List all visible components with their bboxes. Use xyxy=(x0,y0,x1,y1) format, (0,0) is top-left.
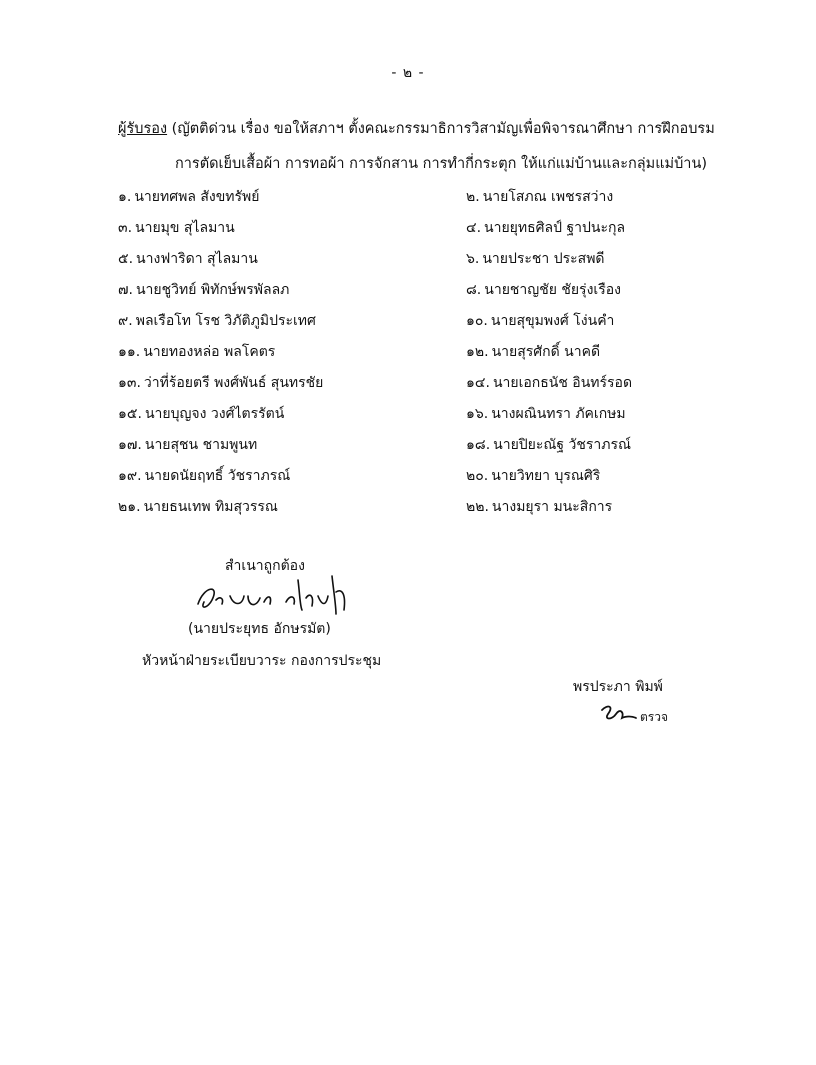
endorser-number: ๑๘. xyxy=(466,437,491,453)
endorser-name: นายสุขุมพงศ์ โง่นคำ xyxy=(490,313,615,329)
endorser-item xyxy=(466,372,632,394)
endorser-name: นายประชา ประสพดี xyxy=(482,251,605,267)
endorser-name: นายโสภณ เพชรสว่าง xyxy=(482,189,614,205)
intro-line-1 xyxy=(118,122,738,137)
endorser-name: นายทศพล สังขทรัพย์ xyxy=(134,189,260,205)
endorser-number: ๑๙. xyxy=(118,468,142,484)
endorser-item xyxy=(118,310,316,332)
endorser-name: นายมุข สุไลมาน xyxy=(135,220,235,236)
endorsers-label: ผู้รับรอง xyxy=(118,121,168,137)
endorser-number: ๒๑. xyxy=(118,499,141,515)
endorser-item xyxy=(466,279,621,301)
endorser-item xyxy=(466,248,605,270)
endorser-number: ๑๑. xyxy=(118,344,141,360)
endorser-item xyxy=(118,248,258,270)
signer-title: หัวหน้าฝ่ายระเบียบวาระ กองการประชุม xyxy=(142,653,382,669)
endorser-number: ๑๔. xyxy=(466,375,490,391)
endorser-number: ๔. xyxy=(466,220,482,236)
endorser-item xyxy=(466,403,626,425)
endorser-name: นางผณินทรา ภัคเกษม xyxy=(491,406,626,422)
endorser-item xyxy=(118,372,323,394)
endorser-name: นายปิยะณัฐ วัชราภรณ์ xyxy=(493,437,632,453)
endorser-item xyxy=(466,496,612,518)
endorser-item xyxy=(118,279,289,301)
endorser-item xyxy=(466,434,631,456)
endorser-name: นายชาญชัย ชัยรุ่งเรือง xyxy=(484,282,621,298)
endorser-item xyxy=(118,341,275,363)
endorser-item xyxy=(466,186,613,208)
endorser-item xyxy=(466,465,600,487)
endorser-item xyxy=(118,403,284,425)
endorser-name: นายดนัยฤทธิ์ วัชราภรณ์ xyxy=(144,468,291,484)
endorser-item xyxy=(118,186,259,208)
checker-initials xyxy=(598,702,638,724)
endorser-number: ๑๖. xyxy=(466,406,489,422)
checker-label: ตรวจ xyxy=(640,710,669,724)
endorser-item xyxy=(466,341,600,363)
endorser-number: ๒๐. xyxy=(466,468,489,484)
endorser-name: ว่าที่ร้อยตรี พงศ์พันธ์ สุนทรชัย xyxy=(143,375,324,391)
endorser-number: ๒๒. xyxy=(466,499,489,515)
endorser-name: นายยุทธศิลป์ ฐาปนะกุล xyxy=(484,220,626,236)
certified-copy-label: สำเนาถูกต้อง xyxy=(225,558,305,574)
endorser-number: ๘. xyxy=(466,282,482,298)
endorser-number: ๓. xyxy=(118,220,133,236)
endorser-name: นางมยุรา มนะสิการ xyxy=(491,499,613,515)
endorser-item xyxy=(118,434,257,456)
endorser-number: ๒. xyxy=(466,189,480,205)
endorser-number: ๑. xyxy=(118,189,132,205)
handwritten-signature xyxy=(190,566,360,622)
endorser-item xyxy=(118,465,290,487)
endorser-name: พลเรือโท โรช วิภัติภูมิประเทศ xyxy=(135,313,316,329)
endorser-item xyxy=(118,217,235,239)
signer-name: (นายประยุทธ อักษรมัต) xyxy=(188,621,331,637)
endorser-name: นายเอกธนัช อินทร์รอด xyxy=(492,375,633,391)
endorser-number: ๙. xyxy=(118,313,133,329)
endorser-number: ๑๒. xyxy=(466,344,489,360)
endorser-number: ๗. xyxy=(118,282,133,298)
endorser-number: ๑๕. xyxy=(118,406,142,422)
endorser-name: นายวิทยา บุรณศิริ xyxy=(491,468,601,484)
typist-note: พรประภา พิมพ์ xyxy=(573,679,663,695)
endorser-item xyxy=(118,496,278,518)
endorser-name: นายสุชน ชามพูนท xyxy=(144,437,258,453)
endorser-number: ๕. xyxy=(118,251,134,267)
endorser-name: นายบุญจง วงศ์ไตรรัตน์ xyxy=(144,406,285,422)
endorser-number: ๑๐. xyxy=(466,313,488,329)
endorser-item xyxy=(466,310,614,332)
endorser-item xyxy=(466,217,625,239)
endorser-number: ๑๓. xyxy=(118,375,141,391)
endorser-name: นายธนเทพ ทิมสุวรรณ xyxy=(143,499,278,515)
endorser-number: ๖. xyxy=(466,251,480,267)
endorser-list xyxy=(0,186,816,526)
endorser-name: นางฟาริดา สุไลมาน xyxy=(136,251,258,267)
endorser-name: นายทองหล่อ พลโคตร xyxy=(143,344,276,360)
endorser-name: นายชูวิทย์ พิทักษ์พรพัลลภ xyxy=(135,282,290,298)
motion-title-line-1: (ญัตติด่วน เรื่อง ขอให้สภาฯ ตั้งคณะกรรมาธิการวิสามัญเพื่อพิจารณาศึกษา การฝึกอบรม xyxy=(167,121,715,137)
endorser-number: ๑๗. xyxy=(118,437,142,453)
motion-title-line-2: การตัดเย็บเสื้อผ้า การทอผ้า การจักสาน การทำกี่กระตุก ให้แก่แม่บ้านและกลุ่มแม่บ้าน) xyxy=(175,156,708,172)
endorser-name: นายสุรศักดิ์ นาคดี xyxy=(491,344,601,360)
page-number: - ๒ - xyxy=(391,65,425,81)
